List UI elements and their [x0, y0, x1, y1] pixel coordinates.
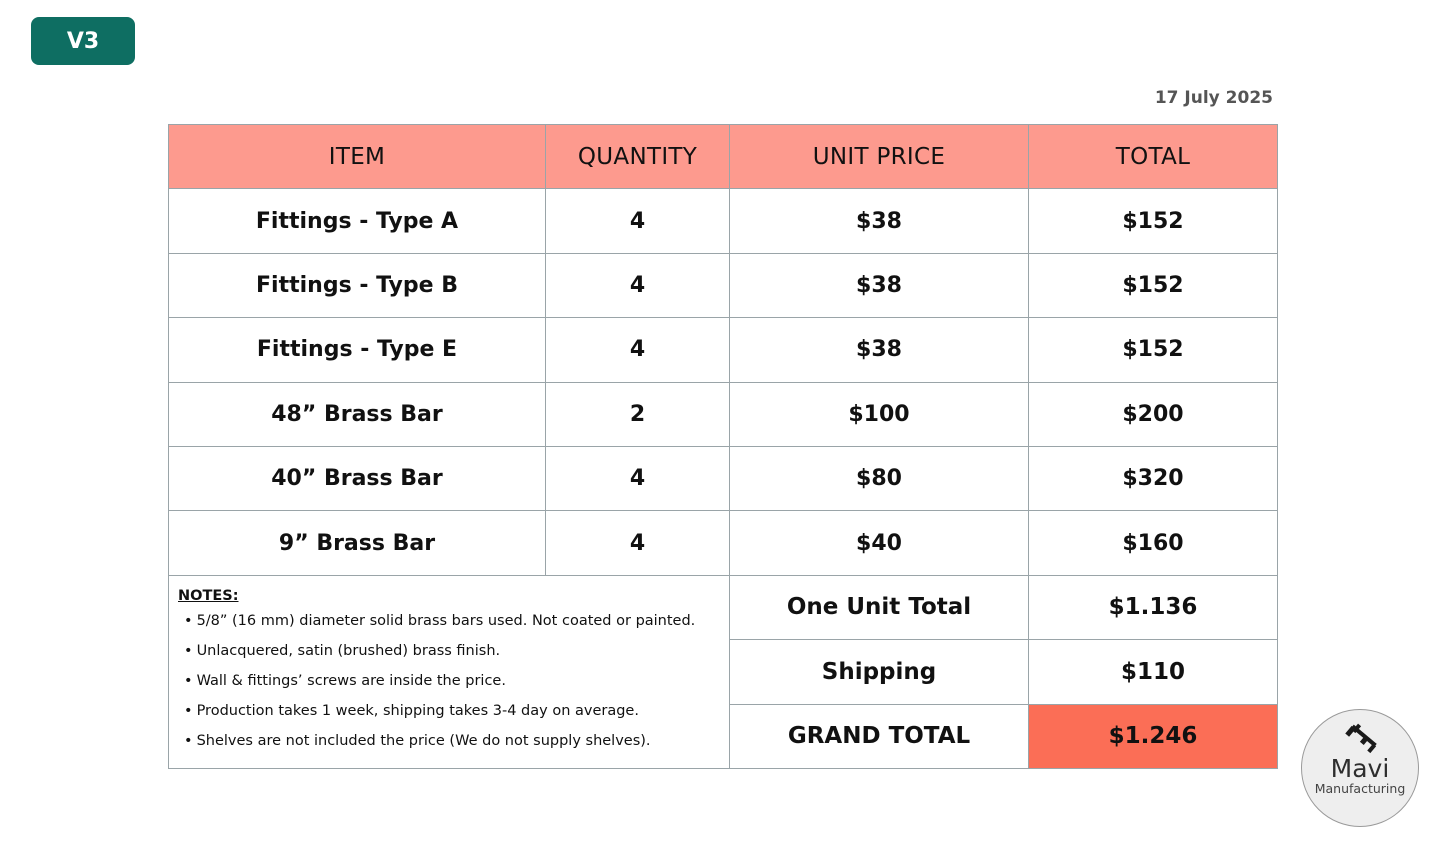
summary-row-one-unit-total: [169, 575, 1278, 639]
item-cell: Fittings - Type E: [169, 318, 546, 382]
quote-table: [168, 124, 1278, 769]
note-item: • 5/8” (16 mm) diameter solid brass bars used. Not coated or painted.: [184, 613, 721, 643]
total-cell: $152: [1029, 189, 1278, 253]
quantity-cell: 4: [546, 253, 730, 317]
unit-price-cell: $100: [730, 382, 1029, 446]
one-unit-total-value: $1.136: [1029, 575, 1278, 639]
note-item: • Unlacquered, satin (brushed) brass finish.: [184, 643, 721, 673]
notes-title: NOTES:: [178, 587, 239, 604]
logo-subtitle: Manufacturing: [1314, 781, 1406, 796]
table-row: [169, 253, 1278, 317]
header-item: ITEM: [169, 125, 546, 189]
header-total: TOTAL: [1029, 125, 1278, 189]
logo-name: Mavi: [1330, 754, 1390, 783]
unit-price-cell: $38: [730, 253, 1029, 317]
company-logo: [1301, 709, 1419, 827]
total-cell: $152: [1029, 253, 1278, 317]
total-cell: $200: [1029, 382, 1278, 446]
item-cell: 40” Brass Bar: [169, 446, 546, 510]
header-quantity: QUANTITY: [546, 125, 730, 189]
shipping-value: $110: [1029, 640, 1278, 704]
header-unit-price: UNIT PRICE: [730, 125, 1029, 189]
unit-price-cell: $80: [730, 446, 1029, 510]
table-row: [169, 511, 1278, 575]
version-badge: V3: [31, 17, 135, 65]
total-cell: $320: [1029, 446, 1278, 510]
note-item: • Production takes 1 week, shipping takes 3-4 day on average.: [184, 703, 721, 733]
unit-price-cell: $38: [730, 318, 1029, 382]
notes-section: [169, 575, 730, 768]
table-row: [169, 382, 1278, 446]
notes-list: [178, 613, 721, 763]
quantity-cell: 2: [546, 382, 730, 446]
quantity-cell: 4: [546, 189, 730, 253]
quantity-cell: 4: [546, 511, 730, 575]
quantity-cell: 4: [546, 318, 730, 382]
caliper-icon: [1340, 722, 1380, 756]
total-cell: $152: [1029, 318, 1278, 382]
quantity-cell: 4: [546, 446, 730, 510]
unit-price-cell: $40: [730, 511, 1029, 575]
item-cell: 48” Brass Bar: [169, 382, 546, 446]
document-date: 17 July 2025: [1154, 88, 1273, 108]
unit-price-cell: $38: [730, 189, 1029, 253]
table-row: [169, 318, 1278, 382]
shipping-label: Shipping: [730, 640, 1029, 704]
item-cell: Fittings - Type B: [169, 253, 546, 317]
grand-total-label: GRAND TOTAL: [730, 704, 1029, 768]
item-cell: 9” Brass Bar: [169, 511, 546, 575]
table-row: [169, 189, 1278, 253]
table-header-row: [169, 125, 1278, 189]
item-cell: Fittings - Type A: [169, 189, 546, 253]
grand-total-value: $1.246: [1029, 704, 1278, 768]
total-cell: $160: [1029, 511, 1278, 575]
note-item: • Shelves are not included the price (We do not supply shelves).: [184, 733, 721, 763]
table-row: [169, 446, 1278, 510]
note-item: • Wall & fittings’ screws are inside the price.: [184, 673, 721, 703]
one-unit-total-label: One Unit Total: [730, 575, 1029, 639]
